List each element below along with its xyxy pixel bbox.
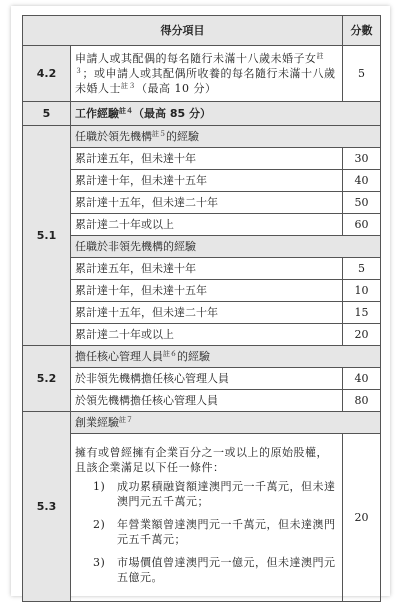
- footnote-ref: 註５: [152, 130, 166, 138]
- table-row: [23, 368, 381, 390]
- group-title: 任職於非領先機構的經驗: [71, 236, 381, 258]
- section-number: 5.1: [23, 126, 71, 346]
- row-label: 累計達十五年，但未達二十年: [71, 302, 343, 324]
- row-score: 15: [343, 302, 381, 324]
- row-score: 20: [343, 434, 381, 602]
- row-score: 10: [343, 280, 381, 302]
- group-title: [71, 412, 381, 434]
- list-text: 成功累積融資額達澳門元一千萬元，但未達澳門元五千萬元；: [117, 479, 336, 508]
- row-text: [71, 46, 343, 102]
- list-item: [75, 517, 338, 547]
- row-score: 40: [343, 368, 381, 390]
- table-row: [23, 434, 381, 602]
- header-score: 分數: [343, 16, 381, 46]
- text-part: ；或申請人或其配偶所收養的每名隨行未滿十八歲未婚人士: [75, 67, 336, 95]
- title-part: 的經驗: [166, 130, 199, 143]
- section-number: 5.3: [23, 412, 71, 602]
- list-text: 市場價值曾達澳門元一億元，但未達澳門元五億元。: [117, 555, 336, 584]
- list-marker: 3): [93, 555, 106, 569]
- table-header-row: [23, 16, 381, 46]
- table-row: [23, 324, 381, 346]
- table-row: [23, 214, 381, 236]
- title-part: 任職於領先機構: [75, 130, 152, 143]
- list-item: [75, 479, 338, 509]
- section-title: [71, 102, 381, 126]
- row-label: 累計達二十年或以上: [71, 324, 343, 346]
- text-part: （最高 10 分）: [136, 82, 217, 95]
- footnote-ref: 註７: [119, 416, 133, 424]
- title-part: 工作經驗: [75, 107, 119, 120]
- row-score: 80: [343, 390, 381, 412]
- row-label: 累計達二十年或以上: [71, 214, 343, 236]
- row-label: 累計達十年，但未達十五年: [71, 280, 343, 302]
- table-row: [23, 280, 381, 302]
- table-row: [23, 192, 381, 214]
- footnote-ref: 註３: [75, 52, 324, 75]
- row-score: 40: [343, 170, 381, 192]
- section-number: 5: [23, 102, 71, 126]
- group-a-header: [23, 126, 381, 148]
- group-header: [23, 412, 381, 434]
- row-score: 5: [343, 258, 381, 280]
- table-row: [23, 148, 381, 170]
- title-part: 的經驗: [177, 350, 210, 363]
- footnote-ref: 註４: [119, 107, 133, 115]
- list-marker: 1): [93, 479, 106, 493]
- row-label: 累計達十五年，但未達二十年: [71, 192, 343, 214]
- table-row: [23, 390, 381, 412]
- footnote-ref: 註６: [163, 350, 177, 358]
- row-number: 4.2: [23, 46, 71, 102]
- list-item: [75, 555, 338, 585]
- row-label: 累計達五年，但未達十年: [71, 148, 343, 170]
- title-part: 擔任核心管理人員: [75, 350, 163, 363]
- text-part: 申請人或其配偶的每名隨行未滿十八歲未婚子女: [75, 52, 317, 65]
- title-part: 創業經驗: [75, 416, 119, 429]
- table-row: [23, 258, 381, 280]
- row-score: 30: [343, 148, 381, 170]
- row-label: 於領先機構擔任核心管理人員: [71, 390, 343, 412]
- footnote-ref: 註３: [121, 82, 136, 90]
- table-row: [23, 302, 381, 324]
- group-b-header: [23, 236, 381, 258]
- group-title: [71, 126, 381, 148]
- header-item: 得分項目: [23, 16, 343, 46]
- row-score: 50: [343, 192, 381, 214]
- group-header: [23, 346, 381, 368]
- section-number: 5.2: [23, 346, 71, 412]
- row-label: 累計達五年，但未達十年: [71, 258, 343, 280]
- row-4-2: [23, 46, 381, 102]
- scoring-table: [22, 15, 381, 602]
- criteria-cell: [71, 434, 343, 602]
- row-score: 5: [343, 46, 381, 102]
- table-row: [23, 170, 381, 192]
- criteria-intro: 擁有或曾經擁有企業百分之一或以上的原始股權，且該企業滿足以下任一條件：: [75, 445, 328, 474]
- group-title: [71, 346, 381, 368]
- row-score: 60: [343, 214, 381, 236]
- row-label: 於非領先機構擔任核心管理人員: [71, 368, 343, 390]
- list-text: 年營業額曾達澳門元一千萬元，但未達澳門元五千萬元；: [117, 517, 336, 546]
- section-5-row: [23, 102, 381, 126]
- row-label: 累計達十年，但未達十五年: [71, 170, 343, 192]
- document-page: [11, 6, 390, 596]
- list-marker: 2): [93, 517, 106, 531]
- criteria-list: [75, 479, 338, 585]
- row-score: 20: [343, 324, 381, 346]
- title-part: （最高 85 分）: [133, 107, 211, 120]
